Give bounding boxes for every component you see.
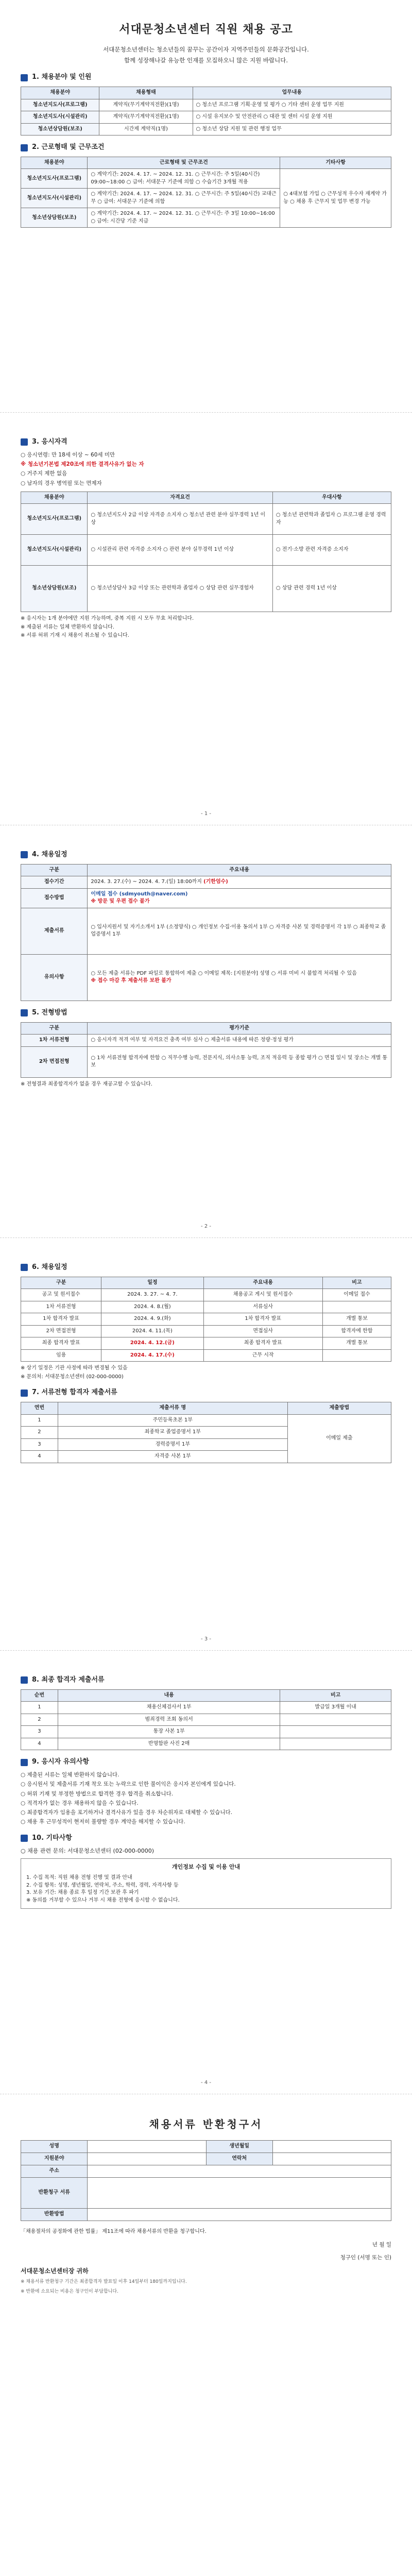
table-row: 공고 및 원서접수 2024. 3. 27. ~ 4. 7. 채용공고 게시 및 원서접수 이메일 접수: [21, 1289, 391, 1301]
method-field[interactable]: [88, 2209, 391, 2221]
section-marker-icon: [21, 144, 28, 151]
final-docs-table: 순번 내용 비고 1 채용신체검사서 1부 발급일 3개월 이내 2 범죄경력 조회 동의서 3 통장 사본 1부 4 반명함판 사진 2매: [21, 1689, 391, 1751]
table-row: 4 자격증 사본 1부: [21, 1451, 391, 1463]
table-row: 3 통장 사본 1부: [21, 1726, 391, 1738]
section-9-title: 9. 응시자 유의사항: [21, 1757, 391, 1767]
section-marker-icon: [21, 74, 28, 81]
form-statement: 「채용절차의 공정화에 관한 법률」 제11조에 따라 채용서류의 반환을 청구합니다.: [21, 2229, 207, 2234]
section-8-title: 8. 최종 합격자 제출서류: [21, 1675, 391, 1685]
table-row: 유의사항 ○ 모든 제출 서류는 PDF 파일로 통합하여 제출 ○ 이메일 제목: [지원분야] 성명 ○ 서류 미비 시 불합격 처리될 수 있음 ※ 접수 마감 후 제출서류 보완 불가: [21, 954, 391, 1001]
eligibility-list: ○ 응시연령: 만 18세 이상 ~ 60세 미만 ※ 청소년기본법 제20조에 의한 결격사유가 없는 자 ○ 거주지 제한 없음 ○ 남자의 경우 병역필 또는 면제자: [21, 451, 144, 486]
form-org: 서대문청소년센터장 귀하: [21, 2267, 89, 2275]
condition-table: 채용분야 근로형태 및 근무조건 기타사항 청소년지도사(프로그램) ○ 계약기간: 2024. 4. 17. ~ 2024. 12. 31. ○ 근무시간: 주 5일(40시간) 09:00~18:00 ○ 급여: 서대문구 기준에 의함 ○ 수습기간 3개월 적용 ○ 4대보험 가입 ○ 근무성적 우수자 재계약 가능 ○ 채용 후 근무지 및 업무 변경 가능 청소년지도사(시설관리) ○ 계약기간: 2024. 4. 17. ~ 2024. 12. 31. ○ 근무시간: 주 5일(40시간) 교대근무 ○ 급여: 서대문구 기준에 의함 청소년상담원(보조) ○ 계약기간: 2024. 4. 17. ~ 2024. 12. 31. ○ 근무시간: 주 3일 10:00~16:00 ○ 급여: 시간당 기준 지급: [21, 157, 391, 228]
page-number: - 4 -: [201, 2079, 211, 2086]
section-4-title: 4. 채용일정: [21, 850, 391, 860]
section-marker-icon: [21, 1389, 28, 1397]
section-1-title: 1. 채용분야 및 인원: [21, 73, 391, 82]
schedule-table: 구분 주요내용 접수기간 2024. 3. 27.(수) ~ 2024. 4. 7.(일) 18:00까지 (기한엄수) 접수방법 이메일 접수 (sdmyouth@naver.com) ※ 방문 및 우편 접수 불가 제출서류 ○ 입사지원서 및 자기소개서 1부 (소정양식) ○ 개인정보 수집·이용 동의서 1부 ○ 자격증 사본 및 경력증명서 각 1부 ○ 최종학교 졸업증명서 1부 유의사항 ○ 모든 제출 서류는 PDF 파일로 통합하여 제출 ○ 이메일 제목: [지원분야] 성명 ○ 서류 미비 시 불합격 처리될 수 있음 ※ 접수 마감 후 제출서류 보완 불가: [21, 864, 391, 1001]
intro-line-2: 함께 성장해나갈 유능한 인재를 모집하오니 많은 지원 바랍니다.: [124, 56, 288, 64]
table-row: 청소년지도사(시설관리) 계약직(무기계약직전환)(1명) ○ 시설 유지보수 및 안전관리 ○ 대관 및 센터 시설 운영 지원: [21, 111, 391, 124]
table-row: 3 경력증명서 1부: [21, 1438, 391, 1451]
section-marker-icon: [21, 851, 28, 858]
privacy-box: 개인정보 수집 및 이용 안내 1. 수집 목적: 직원 채용 전형 진행 및 결과 안내 2. 수집 항목: 성명, 생년월일, 연락처, 주소, 학력, 경력, 자격사항 등 3. 보유 기간: 채용 종료 후 일정 기간 보관 후 파기 ※ 동의를 거부할 수 있으나 거부 시 채용 전형에 응시할 수 없습니다.: [21, 1858, 391, 1909]
doc-page-3: [0, 825, 412, 1238]
timeline-notes: ※ 상기 일정은 기관 사정에 따라 변경될 수 있음 ※ 문의처: 서대문청소년센터 (02-000-0000): [21, 1365, 128, 1380]
table-row: 접수기간 2024. 3. 27.(수) ~ 2024. 4. 7.(일) 18:00까지 (기한엄수): [21, 876, 391, 889]
docs-field[interactable]: [88, 2178, 391, 2209]
table-row: 청소년상담원(보조) ○ 계약기간: 2024. 4. 17. ~ 2024. 12. 31. ○ 근무시간: 주 3일 10:00~16:00 ○ 급여: 시간당 기준 지급: [21, 208, 391, 228]
table-row: 청소년지도사(시설관리) ○ 시설관리 관련 자격증 소지자 ○ 관련 분야 실무경력 1년 이상 ○ 전기·소방 관련 자격증 소지자: [21, 535, 391, 566]
birth-field[interactable]: [272, 2141, 391, 2153]
page-number: - 3 -: [201, 1636, 211, 1642]
table-row: 1차 합격자 발표 2024. 4. 9.(화) 1차 합격자 발표 개별 통보: [21, 1313, 391, 1326]
table-row: 접수방법 이메일 접수 (sdmyouth@naver.com) ※ 방문 및 우편 접수 불가: [21, 888, 391, 908]
selection-table: 구분 평가기준 1차 서류전형 ○ 응시자격 적격 여부 및 자격요건 충족 여부 심사 ○ 제출서류 내용에 따른 정량·정성 평가 2차 면접전형 ○ 1차 서류전형 합격자에 한함 ○ 직무수행 능력, 전문지식, 의사소통 능력, 조직 적응력 등 종합 평가 ○ 면접 일시 및 장소는 개별 통보: [21, 1022, 391, 1078]
table-row: 2 범죄경력 조회 동의서: [21, 1714, 391, 1726]
docs-table: 연번 제출서류 명 제출방법 1 주민등록초본 1부 이메일 제출 2 최종학교 졸업증명서 1부 3 경력증명서 1부 4 자격증 사본 1부: [21, 1402, 391, 1463]
recruit-table: [21, 87, 391, 135]
timeline-table: 구분 일정 주요내용 비고 공고 및 원서접수 2024. 3. 27. ~ 4. 7. 채용공고 게시 및 원서접수 이메일 접수 1차 서류전형 2024. 4. 8.(월) 서류심사 1차 합격자 발표 2024. 4. 9.(화) 1차 합격자 발표 개별 통보 2차 면접전형 2024. 4. 11.(목) 면접심사 합격자에 한함 최종 합격자 발표 2024. 4. 12.(금) 최종 합격자 발표 개별 통보 임용 2024. 4. 17.(수) 근무 시작: [21, 1277, 391, 1362]
section-2-title: 2. 근로형태 및 근무조건: [21, 143, 391, 152]
table-row: 청소년상담원(보조) ○ 청소년상담사 3급 이상 또는 관련학과 졸업자 ○ 상담 관련 실무경험자 ○ 상담 관련 경력 1년 이상: [21, 566, 391, 612]
section-5-title: 5. 전형방법: [21, 1008, 391, 1018]
section-3-title: 3. 응시자격: [21, 437, 391, 447]
section-marker-icon: [21, 1676, 28, 1684]
section-6-title: 6. 채용일정: [21, 1263, 391, 1273]
section-7-title: 7. 서류전형 합격자 제출서류: [21, 1388, 391, 1398]
table-row: 청소년지도사(시설관리) ○ 계약기간: 2024. 4. 17. ~ 2024. 12. 31. ○ 근무시간: 주 5일(40시간) 교대근무 ○ 급여: 서대문구 기준에 의함: [21, 189, 391, 208]
table-row: 2차 면접전형 ○ 1차 서류전형 합격자에 한함 ○ 직무수행 능력, 전문지식, 의사소통 능력, 조직 적응력 등 종합 평가 ○ 면접 일시 및 장소는 개별 통보: [21, 1046, 391, 1077]
form-title: 채용서류 반환청구서: [149, 2118, 263, 2130]
section-marker-icon: [21, 1759, 28, 1766]
form-signer: 청구인 (서명 또는 인): [340, 2254, 391, 2261]
table-row: 4 반명함판 사진 2매: [21, 1738, 391, 1750]
th-type: 채용형태: [99, 87, 193, 99]
form-fine-2: ※ 반환에 소요되는 비용은 청구인이 부담합니다.: [21, 2289, 118, 2295]
table-row: 청소년지도사(프로그램) ○ 청소년지도사 2급 이상 자격증 소지자 ○ 청소년 관련 분야 실무경력 1년 이상 ○ 청소년 관련학과 졸업자 ○ 프로그램 운영 경력자: [21, 504, 391, 535]
section-marker-icon: [21, 438, 28, 446]
table-row: 2 최종학교 졸업증명서 1부: [21, 1427, 391, 1439]
requirement-table: 채용분야 자격요건 우대사항 청소년지도사(프로그램) ○ 청소년지도사 2급 이상 자격증 소지자 ○ 청소년 관련 분야 실무경력 1년 이상 ○ 청소년 관련학과 졸업자 ○ 프로그램 운영 경력자 청소년지도사(시설관리) ○ 시설관리 관련 자격증 소지자 ○ 관련 분야 실무경력 1년 이상 ○ 전기·소방 관련 자격증 소지자 청소년상담원(보조) ○ 청소년상담사 3급 이상 또는 관련학과 졸업자 ○ 상담 관련 실무경험자 ○ 상담 관련 경력 1년 이상: [21, 492, 391, 613]
selection-note: ※ 전형결과 최종합격자가 없을 경우 재공고할 수 있습니다.: [21, 1081, 152, 1087]
section-marker-icon: [21, 1264, 28, 1271]
email-link[interactable]: 이메일 접수 (sdmyouth@naver.com): [91, 891, 188, 897]
page-number: - 2 -: [201, 1223, 211, 1229]
table-row: 1차 서류전형 2024. 4. 8.(월) 서류심사: [21, 1301, 391, 1313]
caution-list: ○ 제출된 서류는 일체 반환하지 않습니다. ○ 응시원서 및 제출서류 기재 착오 또는 누락으로 인한 불이익은 응시자 본인에게 있습니다. ○ 허위 기재 및 부정한 방법으로 합격한 경우 합격을 취소합니다. ○ 적격자가 없는 경우 채용하지 않을 수 있습니다. ○ 최종합격자가 임용을 포기하거나 결격사유가 있을 경우 차순위자로 대체할 수 있습니다. ○ 채용 후 근무성적이 현저히 불량할 경우 계약을 해지할 수 있습니다.: [21, 1772, 236, 1825]
form-date: 년 월 일: [372, 2241, 391, 2248]
table-row: 청소년지도사(프로그램) ○ 계약기간: 2024. 4. 17. ~ 2024. 12. 31. ○ 근무시간: 주 5일(40시간) 09:00~18:00 ○ 급여: 서대문구 기준에 의함 ○ 수습기간 3개월 적용 ○ 4대보험 가입 ○ 근무성적 우수자 재계약 가능 ○ 채용 후 근무지 및 업무 변경 가능: [21, 169, 391, 189]
doc-page-1: [0, 0, 412, 412]
doc-page-4: [0, 1238, 412, 1650]
phone-field[interactable]: [272, 2153, 391, 2165]
contact-line: ○ 채용 관련 문의: 서대문청소년센터 (02-000-0000): [21, 1848, 154, 1855]
doc-page-5: [0, 1651, 412, 2094]
form-fine-1: ※ 채용서류 반환청구 기간은 최종합격자 발표일 이후 14일부터 180일까지입니다.: [21, 2279, 187, 2285]
table-row: 1차 서류전형 ○ 응시자격 적격 여부 및 자격요건 충족 여부 심사 ○ 제출서류 내용에 따른 정량·정성 평가: [21, 1035, 391, 1047]
intro-line-1: 서대문청소년센터는 청소년들의 꿈꾸는 공간이자 지역주민들의 문화공간입니다.: [103, 45, 309, 53]
table-row: 제출서류 ○ 입사지원서 및 자기소개서 1부 (소정양식) ○ 개인정보 수집·이용 동의서 1부 ○ 자격증 사본 및 경력증명서 각 1부 ○ 최종학교 졸업증명서 1부: [21, 908, 391, 954]
th-field: 채용분야: [21, 87, 99, 99]
doc-page-6: [0, 2094, 412, 2576]
table-row: 1 주민등록초본 1부 이메일 제출: [21, 1414, 391, 1427]
th-duty: 업무내용: [193, 87, 391, 99]
table-row: 2차 면접전형 2024. 4. 11.(목) 면접심사 합격자에 한함: [21, 1325, 391, 1337]
table-row: 청소년지도사(프로그램) 계약직(무기계약직전환)(1명) ○ 청소년 프로그램 기획·운영 및 평가 ○ 기타 센터 운영 업무 지원: [21, 99, 391, 111]
doc-title: 서대문청소년센터 직원 채용 공고: [119, 23, 293, 36]
section-marker-icon: [21, 1009, 28, 1016]
eligibility-notes: ※ 응시자는 1개 분야에만 지원 가능하며, 중복 지원 시 모두 무효 처리합니다. ※ 제출된 서류는 일체 반환하지 않습니다. ※ 서류 허위 기재 시 채용이 취소될 수 있습니다.: [21, 616, 194, 639]
field-field[interactable]: [88, 2153, 206, 2165]
name-field[interactable]: [88, 2141, 206, 2153]
address-field[interactable]: [88, 2165, 391, 2178]
page-number: - 1 -: [201, 810, 211, 817]
table-row: 1 채용신체검사서 1부 발급일 3개월 이내: [21, 1702, 391, 1714]
doc-page-2: [0, 413, 412, 825]
table-row: 청소년상담원(보조) 시간제 계약직(1명) ○ 청소년 상담 지원 및 관련 행정 업무: [21, 123, 391, 135]
return-form-table: 성명 생년월일 지원분야 연락처 주소 반환청구 서류 반환방법: [21, 2140, 391, 2221]
table-row: 최종 합격자 발표 2024. 4. 12.(금) 최종 합격자 발표 개별 통보: [21, 1337, 391, 1350]
section-10-title: 10. 기타사항: [21, 1834, 391, 1843]
table-row: 임용 2024. 4. 17.(수) 근무 시작: [21, 1349, 391, 1362]
section-marker-icon: [21, 1835, 28, 1842]
